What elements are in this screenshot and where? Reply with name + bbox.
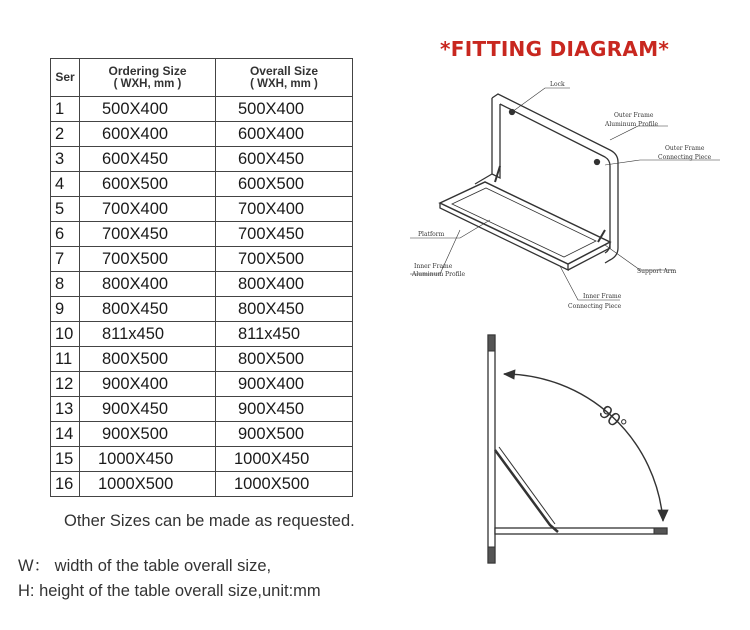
table-row [51, 97, 353, 122]
cell-overall-size: 600X400 [216, 122, 353, 147]
header-overall-size [216, 59, 353, 97]
cell-ordering-size: 1000X450 [80, 447, 216, 472]
cell-overall-size: 900X500 [216, 422, 353, 447]
vertical-frame-top [488, 335, 495, 351]
title-star-left: * [440, 37, 451, 61]
side-view-drawing [488, 335, 668, 563]
fitting-diagram-title [440, 37, 740, 61]
angle-label: 90° [594, 401, 631, 437]
label-platform: Platform [418, 231, 445, 238]
width-definition: W： width of the table overall size, [18, 557, 272, 575]
label-outer-frame-2: Aluminum Profile [605, 121, 659, 128]
horizontal-table-end [654, 528, 667, 534]
cell-overall-size: 500X400 [216, 97, 353, 122]
header-overall-label: Overall Size [249, 63, 319, 78]
cell-ser: 5 [51, 197, 80, 222]
cell-ordering-size: 600X500 [80, 172, 216, 197]
arc-arrow-bottom [658, 510, 668, 521]
cell-ordering-size: 700X400 [80, 197, 216, 222]
support-arm [495, 166, 500, 182]
header-ordering-label: Ordering Size [108, 63, 187, 78]
header-ser: Ser [51, 59, 80, 97]
table-row [51, 397, 353, 422]
cell-overall-size: 600X450 [216, 147, 353, 172]
cell-ordering-size: 800X500 [80, 347, 216, 372]
label-outer-frame-1: Outer Frame [614, 112, 654, 119]
table-row [51, 222, 353, 247]
outer-frame-inner [500, 104, 610, 253]
table-body [51, 97, 353, 497]
arc-arrow-top [504, 370, 515, 379]
cell-overall-size: 700X450 [216, 222, 353, 247]
side-support-arm [495, 450, 558, 532]
cell-ser: 3 [51, 147, 80, 172]
cell-ordering-size: 811x450 [80, 322, 216, 347]
platform-edge-right [568, 242, 610, 270]
other-sizes-note: Other Sizes can be made as requested. [64, 512, 355, 530]
label-lock: Lock [550, 81, 565, 88]
leader-outer-frame [610, 126, 668, 140]
table-row [51, 172, 353, 197]
label-inner-frame-1: Inner Frame [414, 263, 453, 270]
cell-ordering-size: 900X500 [80, 422, 216, 447]
cell-ser: 16 [51, 472, 80, 497]
table-row [51, 422, 353, 447]
title-text: FITTING DIAGRAM [450, 37, 659, 61]
cell-ser: 1 [51, 97, 80, 122]
side-support-arm-inner [499, 447, 555, 524]
cell-overall-size: 600X500 [216, 172, 353, 197]
cell-ser: 14 [51, 422, 80, 447]
vertical-frame-bottom [488, 547, 495, 563]
table-row [51, 472, 353, 497]
table-row [51, 447, 353, 472]
header-overall-unit: ( WXH, mm ) [250, 77, 318, 90]
label-inner-connect-1: Inner Frame [583, 293, 622, 300]
cell-ordering-size: 1000X500 [80, 472, 216, 497]
cell-ordering-size: 600X450 [80, 147, 216, 172]
cell-ser: 10 [51, 322, 80, 347]
header-ordering-size [80, 59, 216, 97]
leader-support-arm [605, 245, 675, 270]
table-row [51, 297, 353, 322]
label-inner-connect-2: Connecting Piece [568, 303, 622, 310]
cell-ser: 12 [51, 372, 80, 397]
cell-ser: 15 [51, 447, 80, 472]
cell-ordering-size: 900X450 [80, 397, 216, 422]
table-row [51, 272, 353, 297]
outer-frame-left [492, 98, 500, 178]
cell-overall-size: 900X400 [216, 372, 353, 397]
frame-bolt [595, 160, 600, 165]
cell-ordering-size: 600X400 [80, 122, 216, 147]
cell-ordering-size: 700X450 [80, 222, 216, 247]
cell-ser: 6 [51, 222, 80, 247]
cell-ordering-size: 800X400 [80, 272, 216, 297]
label-support-arm: Support Arm [637, 268, 677, 275]
table-row [51, 122, 353, 147]
table-row [51, 372, 353, 397]
label-outer-connect-1: Outer Frame [665, 145, 705, 152]
cell-ordering-size: 700X500 [80, 247, 216, 272]
cell-ser: 7 [51, 247, 80, 272]
title-star-right: * [658, 37, 670, 61]
cell-overall-size: 811x450 [216, 322, 353, 347]
label-outer-connect-2: Connecting Piece [658, 154, 712, 161]
header-ordering-unit: ( WXH, mm ) [113, 77, 182, 90]
cell-ordering-size: 800X450 [80, 297, 216, 322]
cell-overall-size: 700X400 [216, 197, 353, 222]
cell-overall-size: 900X450 [216, 397, 353, 422]
size-table [50, 58, 353, 497]
cell-ser: 8 [51, 272, 80, 297]
table-header-row [51, 59, 353, 97]
table-row [51, 247, 353, 272]
cell-overall-size: 700X500 [216, 247, 353, 272]
angle-arc [504, 374, 663, 521]
platform [440, 182, 610, 264]
cell-overall-size: 800X400 [216, 272, 353, 297]
cell-ordering-size: 900X400 [80, 372, 216, 397]
cell-ser: 2 [51, 122, 80, 147]
cell-overall-size: 800X500 [216, 347, 353, 372]
table-row [51, 147, 353, 172]
cell-ser: 4 [51, 172, 80, 197]
cell-ser: 9 [51, 297, 80, 322]
horizontal-table [495, 528, 667, 534]
cell-overall-size: 1000X450 [216, 447, 353, 472]
outer-frame [492, 94, 618, 263]
cell-ser: 13 [51, 397, 80, 422]
table-row [51, 347, 353, 372]
platform-inner [452, 188, 596, 257]
table-row [51, 322, 353, 347]
vertical-frame [488, 335, 495, 563]
table-row [51, 197, 353, 222]
fitting-diagram [400, 70, 740, 570]
leader-lock [512, 88, 570, 112]
cell-ordering-size: 500X400 [80, 97, 216, 122]
cell-overall-size: 1000X500 [216, 472, 353, 497]
cell-overall-size: 800X450 [216, 297, 353, 322]
cell-ser: 11 [51, 347, 80, 372]
height-definition: H: height of the table overall size,unit:mm [18, 582, 321, 600]
label-inner-frame-2: Aluminum Profile [412, 271, 466, 278]
